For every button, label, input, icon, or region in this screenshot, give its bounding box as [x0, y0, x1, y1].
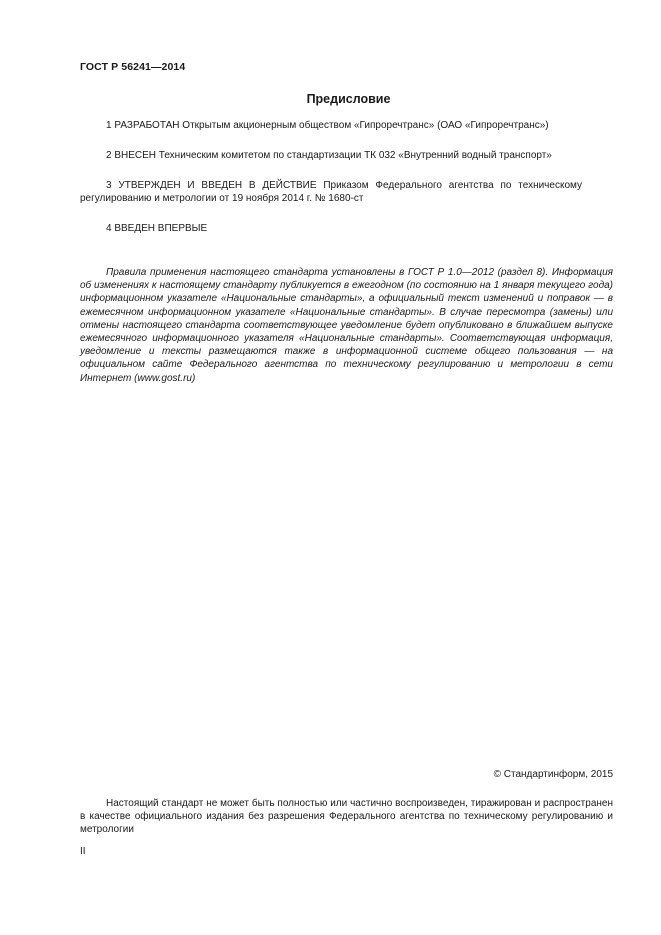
preface-title: Предисловие	[306, 92, 391, 106]
preface-item-approved: 3 УТВЕРЖДЕН И ВВЕДЕН В ДЕЙСТВИЕ Приказом Федерального агентства по техническому регулированию и метрологии от 19 ноября 2014 г. № 1680-ст	[80, 180, 582, 204]
preface-items	[80, 119, 582, 252]
preface-item-first-time: 4 ВВЕДЕН ВПЕРВЫЕ	[106, 223, 208, 234]
standard-code: ГОСТ Р 56241—2014	[80, 61, 186, 73]
application-rules-notice: Правила применения настоящего стандарта установлены в ГОСТ Р 1.0—2012 (раздел 8). Информация об изменениях к настоящему стандарту публикуется в ежегодном (по состоянию на 1 января текущего года) информационном указателе «Национальные стандарты», а официальный текст изменений и поправок — в ежемесячном информационном указателе «Национальные стандарты». В случае пересмотра (замены) или отмены настоящего стандарта соответствующее уведомление будет опубликовано в ближайшем выпуске ежемесячного информационного указателя «Национальные стандарты». Соответствующая информация, уведомление и тексты размещаются также в информационной системе общего пользования — на официальном сайте Федерального агентства по техническому регулированию и метрологии в сети Интернет (www.gost.ru)	[80, 267, 613, 384]
preface-item-introduced: 2 ВНЕСЕН Техническим комитетом по стандартизации ТК 032 «Внутренний водный транспорт»	[106, 150, 552, 161]
copyright-notice: © Стандартинформ, 2015	[493, 769, 613, 780]
page-number: II	[80, 846, 86, 857]
reproduction-restriction-note: Настоящий стандарт не может быть полностью или частично воспроизведен, тиражирован и распространен в качестве официального издания без разрешения Федерального агентства по техническому регулированию и метрологии	[80, 798, 613, 835]
preface-item-developed: 1 РАЗРАБОТАН Открытым акционерным обществом «Гипроречтранс» (ОАО «Гипроречтранс»)	[106, 120, 549, 131]
